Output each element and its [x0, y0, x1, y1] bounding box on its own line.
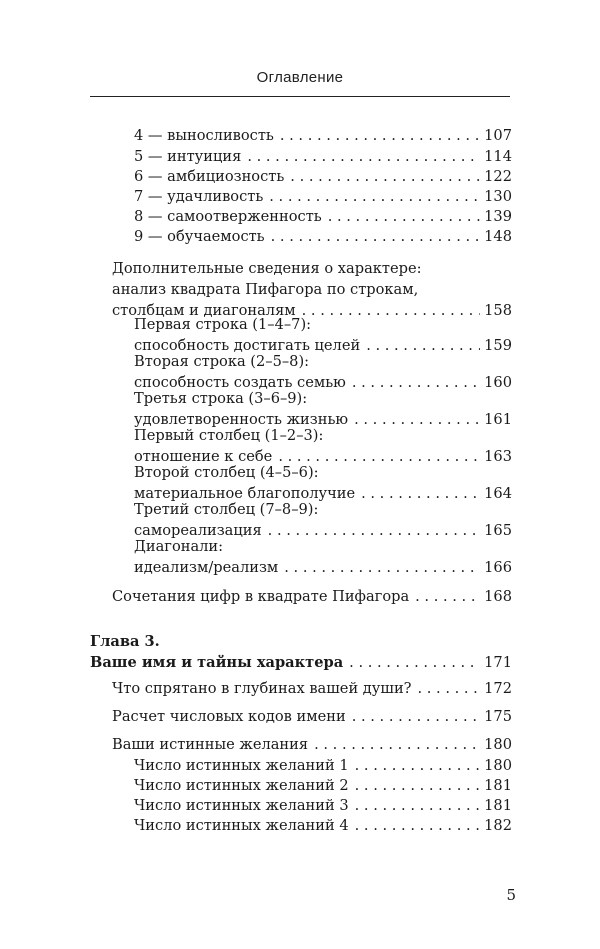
toc-entry-title: Число истинных желаний 3	[134, 797, 349, 814]
toc-entry[interactable]	[0, 536, 600, 578]
toc-entry-title: Число истинных желаний 4	[134, 817, 349, 834]
toc-entry-title: 9 — обучаемость	[134, 228, 265, 245]
toc-entry[interactable]	[0, 166, 600, 187]
toc-entry-title-line: Диагонали:	[134, 538, 224, 555]
toc-entry-page: 175	[484, 708, 512, 725]
toc-entry-title: способность создать семью	[134, 374, 346, 391]
toc-entry-page: 122	[484, 168, 512, 185]
toc-entry[interactable]	[0, 462, 600, 504]
toc-entry-title: 5 — интуиция	[134, 148, 242, 165]
leader-dots	[280, 125, 480, 146]
toc-entry[interactable]	[0, 795, 600, 816]
leader-dots	[271, 226, 481, 247]
leader-dots	[314, 734, 480, 755]
toc-entry-page: 158	[484, 302, 512, 319]
toc-entry[interactable]	[0, 186, 600, 207]
toc-entry-title: 6 — амбициозность	[134, 168, 285, 185]
toc-entry[interactable]	[0, 314, 600, 356]
toc-entry-title: Что спрятано в глубинах вашей души?	[112, 680, 412, 697]
page-number: 5	[506, 886, 516, 904]
leader-dots	[355, 775, 480, 796]
leader-dots	[290, 166, 480, 187]
header-rule	[90, 96, 510, 97]
toc-entry-page: 160	[484, 374, 512, 391]
leader-dots	[415, 586, 480, 607]
toc-entry-page: 114	[484, 148, 512, 165]
toc-entry-page: 168	[484, 588, 512, 605]
toc-entry-title-line: Первый столбец (1–2–3):	[134, 427, 324, 444]
toc-entry-title: Ваши истинные желания	[112, 736, 309, 753]
toc-entry-title: Сочетания цифр в квадрате Пифагора	[112, 588, 410, 605]
toc-entry[interactable]	[0, 258, 600, 321]
toc-entry[interactable]	[0, 351, 600, 393]
toc-entry[interactable]	[0, 499, 600, 541]
toc-entry-title: удовлетворенность жизнью	[134, 411, 349, 428]
toc-entry-page: 181	[484, 797, 512, 814]
toc-entry-page: 148	[484, 228, 512, 245]
toc-entry-title: Число истинных желаний 1	[134, 757, 349, 774]
toc-entry-title: 8 — самоотверженность	[134, 208, 322, 225]
leader-dots	[355, 815, 480, 836]
toc-entry-page: 166	[484, 559, 512, 576]
toc-entry[interactable]	[0, 755, 600, 776]
toc-entry-title: 7 — удачливость	[134, 188, 264, 205]
toc-entry[interactable]	[0, 125, 600, 146]
toc-entry-title-line: Третья строка (3–6–9):	[134, 390, 308, 407]
chapter-title: Ваше имя и тайны характера	[90, 654, 344, 671]
toc-entry-page: 181	[484, 777, 512, 794]
toc-entry-title-line: Вторая строка (2–5–8):	[134, 353, 310, 370]
toc-entry-page: 139	[484, 208, 512, 225]
toc-entry[interactable]	[0, 706, 600, 727]
toc-entry[interactable]	[0, 815, 600, 836]
toc-entry[interactable]	[0, 226, 600, 247]
leader-dots	[355, 795, 480, 816]
leader-dots	[328, 206, 480, 227]
toc-entry-page: 161	[484, 411, 512, 428]
toc-entry-title-line: Третий столбец (7–8–9):	[134, 501, 319, 518]
leader-dots	[247, 146, 480, 167]
toc-entry[interactable]	[0, 206, 600, 227]
toc-entry-title-line: Первая строка (1–4–7):	[134, 316, 312, 333]
toc-entry-page: 165	[484, 522, 512, 539]
toc-entry-title: способность достигать целей	[134, 337, 361, 354]
toc-entry-title-line: анализ квадрата Пифагора по строкам,	[112, 281, 419, 298]
toc-entry-page: 159	[484, 337, 512, 354]
toc-entry[interactable]	[0, 146, 600, 167]
toc-entry-page: 180	[484, 736, 512, 753]
toc-entry-title-line: Второй столбец (4–5–6):	[134, 464, 319, 481]
leader-dots	[349, 652, 480, 673]
toc-entry[interactable]	[0, 425, 600, 467]
toc-entry-title: 4 — выносливость	[134, 127, 274, 144]
toc-entry-page: 180	[484, 757, 512, 774]
toc-entry-title: идеализм/реализм	[134, 559, 279, 576]
toc-entry-title: Расчет числовых кодов имени	[112, 708, 346, 725]
toc-entry-title: Число истинных желаний 2	[134, 777, 349, 794]
leader-dots	[418, 678, 481, 699]
running-head: Оглавление	[256, 69, 344, 86]
leader-dots	[284, 557, 480, 578]
toc-entry-title: самореализация	[134, 522, 262, 539]
leader-dots	[355, 755, 480, 776]
toc-entry-page: 130	[484, 188, 512, 205]
toc-entry-page: 163	[484, 448, 512, 465]
leader-dots	[352, 706, 480, 727]
toc-chapter[interactable]	[0, 631, 600, 673]
toc-entry-title: материальное благополучие	[134, 485, 356, 502]
chapter-number: Глава 3.	[90, 633, 160, 650]
toc-entry[interactable]	[0, 734, 600, 755]
toc-entry-title-line: Дополнительные сведения о характере:	[112, 260, 422, 277]
toc-entry[interactable]	[0, 388, 600, 430]
toc-entry-page: 182	[484, 817, 512, 834]
toc-entry-page: 107	[484, 127, 512, 144]
toc-entry-page: 171	[484, 654, 512, 671]
toc-entry[interactable]	[0, 775, 600, 796]
toc-entry-page: 172	[484, 680, 512, 697]
toc-entry[interactable]	[0, 586, 600, 607]
toc-entry-page: 164	[484, 485, 512, 502]
toc-entry[interactable]	[0, 678, 600, 699]
toc-entry-title: отношение к себе	[134, 448, 273, 465]
leader-dots	[269, 186, 480, 207]
toc-entry-title: столбцам и диагоналям	[112, 302, 296, 319]
